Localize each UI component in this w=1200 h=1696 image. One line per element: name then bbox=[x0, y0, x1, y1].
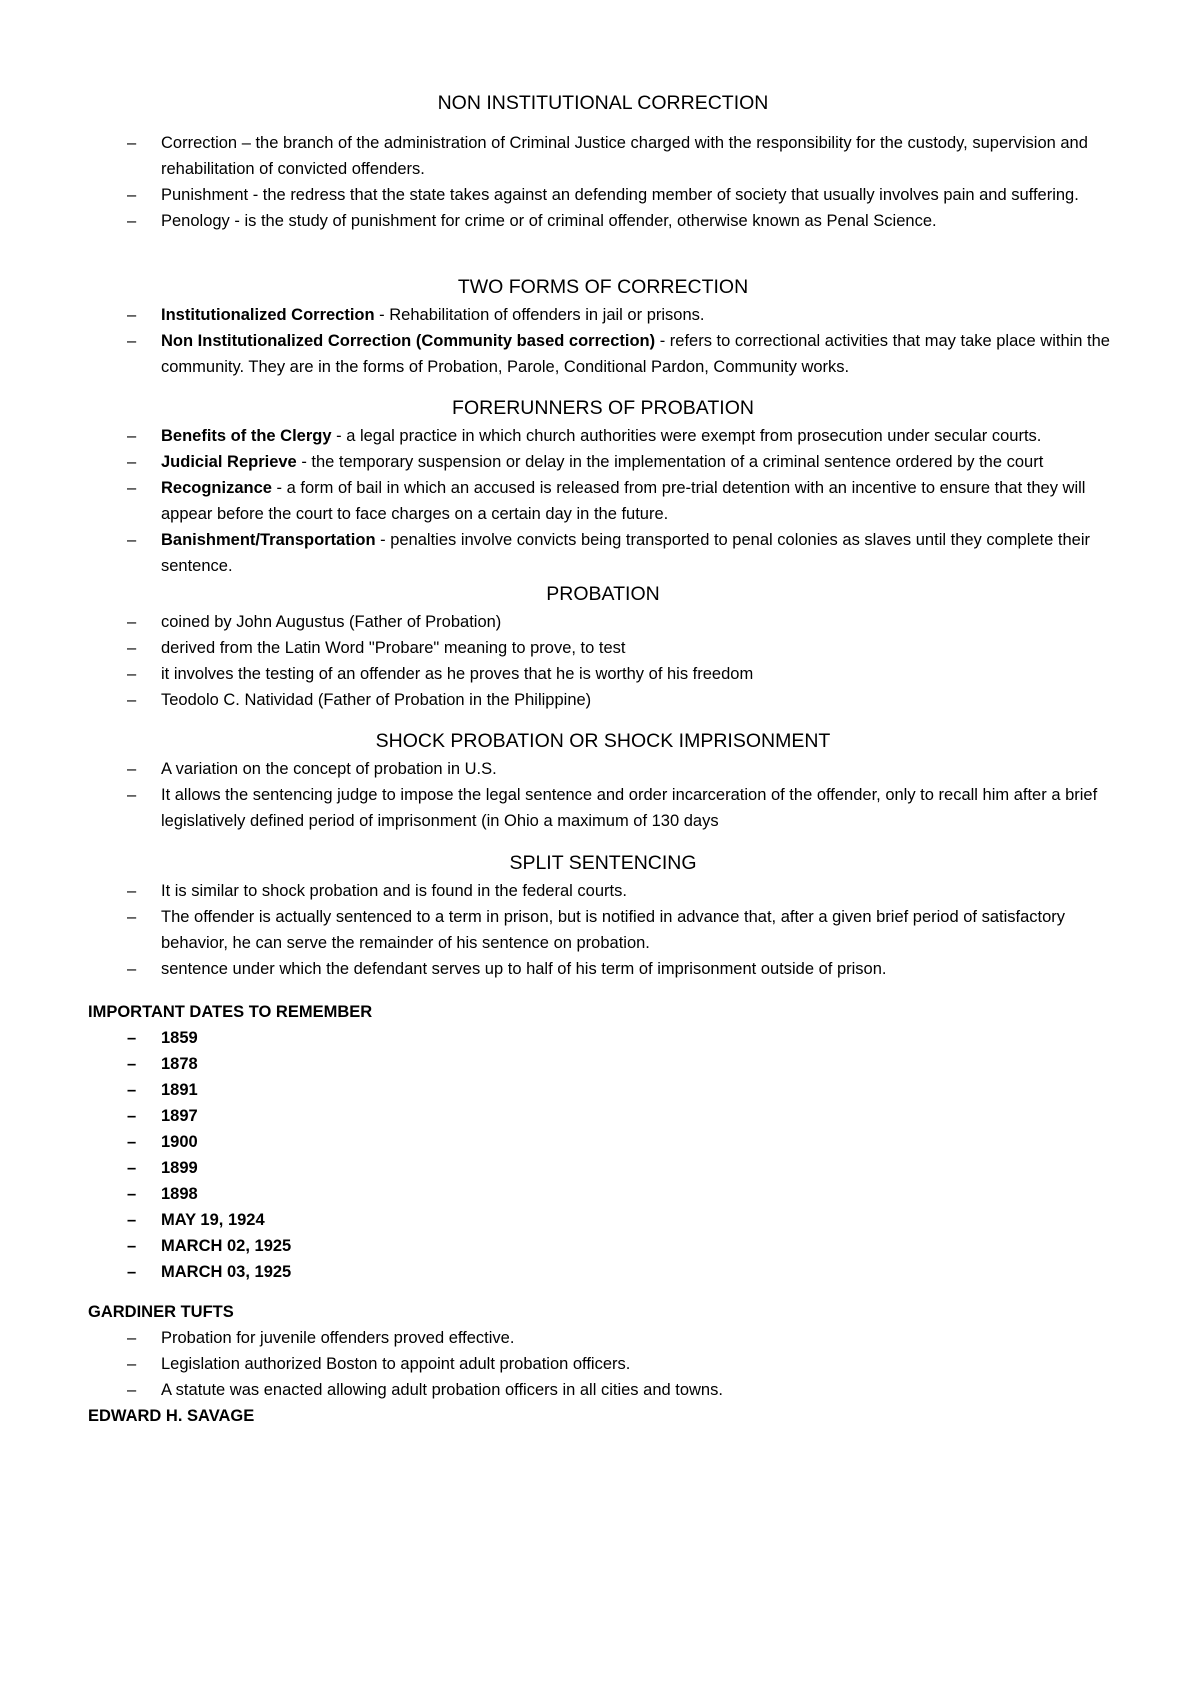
list-item: – Banishment/Transportation - penalties involve convicts being transported to penal colonies as slaves until they complete their sentence. bbox=[88, 527, 1118, 579]
dash-bullet: – bbox=[127, 1029, 137, 1047]
list-item: – 1899 bbox=[88, 1155, 1118, 1181]
bullet-list bbox=[88, 423, 1118, 579]
dash-bullet: – bbox=[127, 453, 137, 471]
dash-bullet: – bbox=[127, 639, 137, 657]
dash-bullet: – bbox=[127, 665, 137, 683]
dash-bullet: – bbox=[127, 1329, 137, 1347]
dash-bullet: – bbox=[127, 882, 137, 900]
list-item: – A variation on the concept of probation in U.S. bbox=[88, 756, 1118, 782]
bullet-list bbox=[88, 878, 1118, 982]
list-item: – 1891 bbox=[88, 1077, 1118, 1103]
dash-bullet: – bbox=[127, 1133, 137, 1151]
document-page bbox=[88, 88, 1118, 1429]
dash-bullet: – bbox=[127, 479, 137, 497]
dash-bullet: – bbox=[127, 1081, 137, 1099]
list-item: – derived from the Latin Word "Probare" meaning to prove, to test bbox=[88, 635, 1118, 661]
dash-bullet: – bbox=[127, 134, 137, 152]
list-item: – 1897 bbox=[88, 1103, 1118, 1129]
list-item: – MARCH 03, 1925 bbox=[88, 1259, 1118, 1285]
list-item: – Correction – the branch of the administration of Criminal Justice charged with the responsibility for the custody, supervision and rehabilitation of convicted offenders. bbox=[88, 130, 1118, 182]
dash-bullet: – bbox=[127, 613, 137, 631]
dash-bullet: – bbox=[127, 332, 137, 350]
list-item: – The offender is actually sentenced to a term in prison, but is notified in advance that, after a given brief period of satisfactory behavior, he can serve the remainder of his sentence on probation. bbox=[88, 904, 1118, 956]
list-item: – It allows the sentencing judge to impose the legal sentence and order incarceration of the offender, only to recall him after a brief legislatively defined period of imprisonment (in Ohio a maximum of 130 days bbox=[88, 782, 1118, 834]
list-item: – Recognizance - a form of bail in which an accused is released from pre-trial detention with an incentive to ensure that they will appear before the court to face charges on a certain day in the future. bbox=[88, 475, 1118, 527]
dash-bullet: – bbox=[127, 186, 137, 204]
list-item: – A statute was enacted allowing adult probation officers in all cities and towns. bbox=[88, 1377, 1118, 1403]
list-item: – 1898 bbox=[88, 1181, 1118, 1207]
bullet-list bbox=[88, 130, 1118, 234]
list-item: – sentence under which the defendant serves up to half of his term of imprisonment outside of prison. bbox=[88, 956, 1118, 982]
dash-bullet: – bbox=[127, 786, 137, 804]
dash-bullet: – bbox=[127, 908, 137, 926]
dates-list bbox=[88, 1025, 1118, 1285]
list-item: – 1859 bbox=[88, 1025, 1118, 1051]
list-item: – Penology - is the study of punishment for crime or of criminal offender, otherwise known as Penal Science. bbox=[88, 208, 1118, 234]
dash-bullet: – bbox=[127, 1055, 137, 1073]
dash-bullet: – bbox=[127, 212, 137, 230]
dash-bullet: – bbox=[127, 1237, 137, 1255]
dash-bullet: – bbox=[127, 1159, 137, 1177]
bullet-list bbox=[88, 609, 1118, 713]
list-item: – Probation for juvenile offenders proved effective. bbox=[88, 1325, 1118, 1351]
list-item: – 1878 bbox=[88, 1051, 1118, 1077]
list-item: – Benefits of the Clergy - a legal practice in which church authorities were exempt from prosecution under secular courts. bbox=[88, 423, 1118, 449]
dash-bullet: – bbox=[127, 691, 137, 709]
dash-bullet: – bbox=[127, 1211, 137, 1229]
list-item: – Legislation authorized Boston to appoint adult probation officers. bbox=[88, 1351, 1118, 1377]
dash-bullet: – bbox=[127, 760, 137, 778]
list-item: – MAY 19, 1924 bbox=[88, 1207, 1118, 1233]
bullet-list bbox=[88, 302, 1118, 380]
list-item: – Teodolo C. Natividad (Father of Probation in the Philippine) bbox=[88, 687, 1118, 713]
dash-bullet: – bbox=[127, 1185, 137, 1203]
list-item: – Punishment - the redress that the state takes against an defending member of society that usually involves pain and suffering. bbox=[88, 182, 1118, 208]
bullet-list bbox=[88, 1325, 1118, 1403]
dash-bullet: – bbox=[127, 306, 137, 324]
section-heading: SPLIT SENTENCING bbox=[509, 852, 697, 874]
section-heading: NON INSTITUTIONAL CORRECTION bbox=[437, 92, 769, 114]
dash-bullet: – bbox=[127, 427, 137, 445]
dash-bullet: – bbox=[127, 1263, 137, 1281]
section-heading: PROBATION bbox=[546, 583, 660, 605]
list-item: – 1900 bbox=[88, 1129, 1118, 1155]
section-heading: FORERUNNERS OF PROBATION bbox=[452, 397, 754, 419]
dates-heading: IMPORTANT DATES TO REMEMBER bbox=[88, 1003, 373, 1021]
dash-bullet: – bbox=[127, 1107, 137, 1125]
list-item: – coined by John Augustus (Father of Probation) bbox=[88, 609, 1118, 635]
tufts-heading: GARDINER TUFTS bbox=[88, 1303, 234, 1321]
dash-bullet: – bbox=[127, 1381, 137, 1399]
savage-heading: EDWARD H. SAVAGE bbox=[88, 1407, 255, 1425]
list-item: – it involves the testing of an offender as he proves that he is worthy of his freedom bbox=[88, 661, 1118, 687]
list-item: – MARCH 02, 1925 bbox=[88, 1233, 1118, 1259]
list-item: – Non Institutionalized Correction (Community based correction) - refers to correctional activities that may take place within the community. They are in the forms of Probation, Parole, Conditional Pardon, Community works. bbox=[88, 328, 1118, 380]
dash-bullet: – bbox=[127, 1355, 137, 1373]
list-item: – Judicial Reprieve - the temporary suspension or delay in the implementation of a criminal sentence ordered by the court bbox=[88, 449, 1118, 475]
list-item: – It is similar to shock probation and is found in the federal courts. bbox=[88, 878, 1118, 904]
dash-bullet: – bbox=[127, 960, 137, 978]
section-heading: TWO FORMS OF CORRECTION bbox=[457, 276, 749, 298]
list-item: – Institutionalized Correction - Rehabilitation of offenders in jail or prisons. bbox=[88, 302, 1118, 328]
section-heading: SHOCK PROBATION OR SHOCK IMPRISONMENT bbox=[375, 730, 831, 752]
dash-bullet: – bbox=[127, 531, 137, 549]
bullet-list bbox=[88, 756, 1118, 834]
